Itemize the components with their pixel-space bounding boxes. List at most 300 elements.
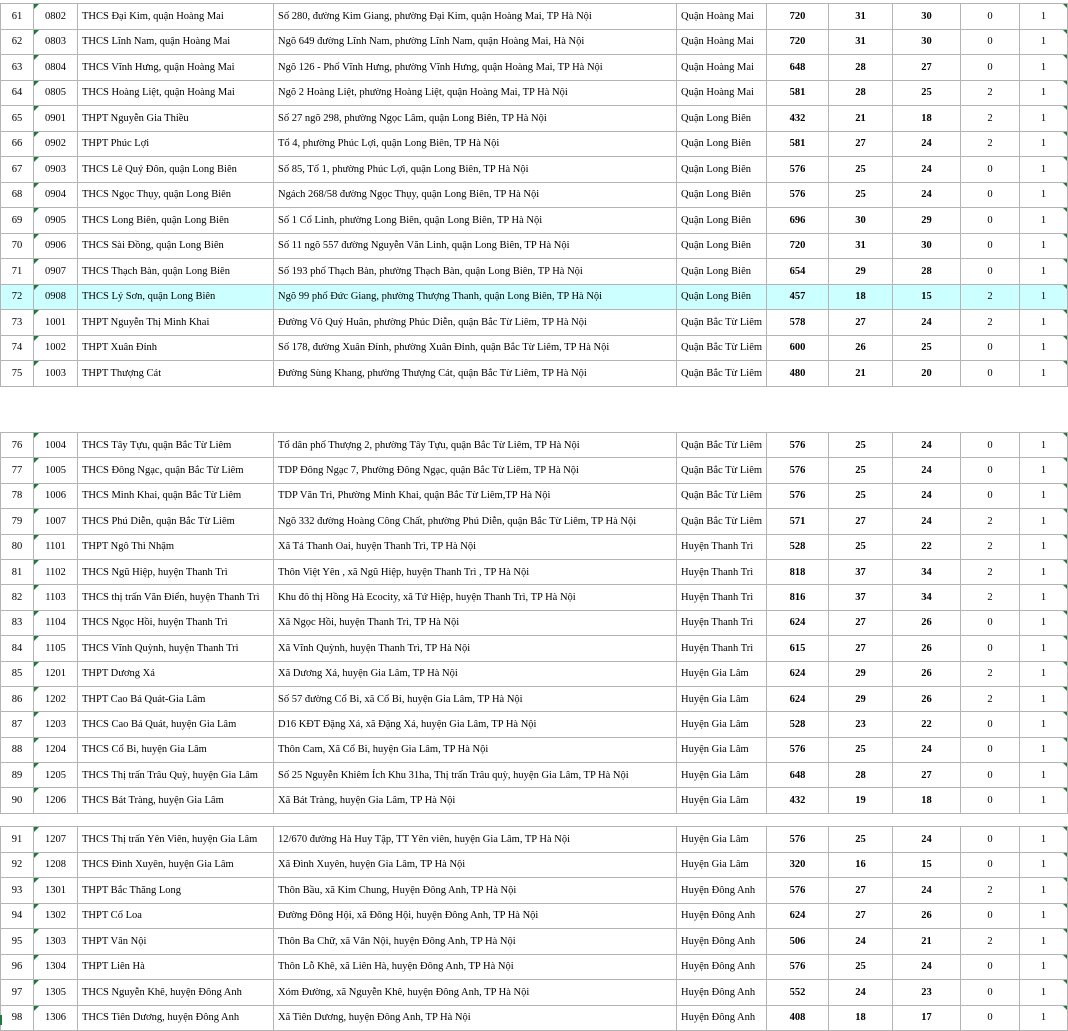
cell-address[interactable]: Xã Đình Xuyên, huyện Gia Lâm, TP Hà Nội — [274, 852, 677, 878]
cell-stt[interactable]: 63 — [1, 55, 34, 81]
cell-count-b[interactable]: 2 — [961, 559, 1020, 584]
cell-stt[interactable]: 67 — [1, 157, 34, 183]
cell-district[interactable]: Quận Bắc Từ Liêm — [677, 509, 767, 534]
cell-district[interactable]: Quận Long Biên — [677, 182, 767, 208]
cell-count-a[interactable]: 24 — [893, 131, 961, 157]
cell-count-a[interactable]: 29 — [893, 208, 961, 234]
cell-capacity[interactable]: 576 — [767, 954, 829, 980]
cell-school-name[interactable]: THCS Thạch Bàn, quận Long Biên — [78, 259, 274, 285]
cell-code[interactable]: 1001 — [34, 310, 78, 336]
cell-address[interactable]: Thôn Ba Chữ, xã Vân Nội, huyện Đông Anh, TP Hà Nội — [274, 929, 677, 955]
cell-stt[interactable]: 70 — [1, 233, 34, 259]
cell-code[interactable]: 0805 — [34, 80, 78, 106]
cell-count-c[interactable]: 1 — [1020, 131, 1068, 157]
cell-classes[interactable]: 29 — [829, 661, 893, 686]
cell-code[interactable]: 0904 — [34, 182, 78, 208]
cell-district[interactable]: Quận Hoàng Mai — [677, 55, 767, 81]
cell-count-a[interactable]: 20 — [893, 361, 961, 387]
cell-classes[interactable]: 31 — [829, 233, 893, 259]
cell-address[interactable]: Đường Võ Quý Huân, phường Phúc Diễn, quận Bắc Từ Liêm, TP Hà Nội — [274, 310, 677, 336]
cell-count-c[interactable]: 1 — [1020, 182, 1068, 208]
cell-capacity[interactable]: 615 — [767, 636, 829, 661]
cell-stt[interactable]: 77 — [1, 458, 34, 483]
cell-school-name[interactable]: THCS Sài Đồng, quận Long Biên — [78, 233, 274, 259]
cell-classes[interactable]: 25 — [829, 458, 893, 483]
cell-school-name[interactable]: THCS Phú Diễn, quận Bắc Từ Liêm — [78, 509, 274, 534]
cell-count-a[interactable]: 34 — [893, 559, 961, 584]
cell-district[interactable]: Huyện Gia Lâm — [677, 827, 767, 853]
cell-capacity[interactable]: 528 — [767, 712, 829, 737]
cell-count-b[interactable]: 0 — [961, 259, 1020, 285]
cell-classes[interactable]: 25 — [829, 433, 893, 458]
cell-count-c[interactable]: 1 — [1020, 483, 1068, 508]
cell-count-b[interactable]: 0 — [961, 208, 1020, 234]
cell-stt[interactable]: 98 — [1, 1005, 34, 1031]
cell-capacity[interactable]: 528 — [767, 534, 829, 559]
cell-capacity[interactable]: 696 — [767, 208, 829, 234]
cell-capacity[interactable]: 506 — [767, 929, 829, 955]
cell-address[interactable]: Khu đô thị Hồng Hà Ecocity, xã Tứ Hiệp, huyện Thanh Trì, TP Hà Nội — [274, 585, 677, 610]
cell-capacity[interactable]: 648 — [767, 763, 829, 788]
cell-count-a[interactable]: 15 — [893, 852, 961, 878]
cell-count-a[interactable]: 24 — [893, 827, 961, 853]
cell-capacity[interactable]: 432 — [767, 788, 829, 813]
cell-count-c[interactable]: 1 — [1020, 157, 1068, 183]
cell-school-name[interactable]: THCS Tiên Dương, huyện Đông Anh — [78, 1005, 274, 1031]
cell-address[interactable]: TDP Đông Ngạc 7, Phường Đông Ngạc, quận Bắc Từ Liêm, TP Hà Nội — [274, 458, 677, 483]
cell-address[interactable]: Số 1 Cổ Linh, phường Long Biên, quận Long Biên, TP Hà Nội — [274, 208, 677, 234]
cell-classes[interactable]: 31 — [829, 29, 893, 55]
cell-count-b[interactable]: 2 — [961, 106, 1020, 132]
cell-count-a[interactable]: 22 — [893, 712, 961, 737]
cell-capacity[interactable]: 576 — [767, 182, 829, 208]
cell-school-name[interactable]: THCS Lý Sơn, quận Long Biên — [78, 284, 274, 310]
cell-school-name[interactable]: THCS Ngũ Hiệp, huyện Thanh Trì — [78, 559, 274, 584]
cell-school-name[interactable]: THPT Ngô Thì Nhậm — [78, 534, 274, 559]
cell-district[interactable]: Quận Hoàng Mai — [677, 4, 767, 30]
cell-school-name[interactable]: THPT Cổ Loa — [78, 903, 274, 929]
cell-code[interactable]: 0803 — [34, 29, 78, 55]
cell-count-a[interactable]: 24 — [893, 483, 961, 508]
cell-stt[interactable]: 76 — [1, 433, 34, 458]
cell-capacity[interactable]: 408 — [767, 1005, 829, 1031]
cell-count-c[interactable]: 1 — [1020, 712, 1068, 737]
cell-district[interactable]: Huyện Gia Lâm — [677, 712, 767, 737]
cell-code[interactable]: 0903 — [34, 157, 78, 183]
cell-count-c[interactable]: 1 — [1020, 458, 1068, 483]
cell-count-b[interactable]: 0 — [961, 433, 1020, 458]
cell-school-name[interactable]: THCS Đông Ngạc, quận Bắc Từ Liêm — [78, 458, 274, 483]
cell-school-name[interactable]: THCS Thị trấn Trâu Quỳ, huyện Gia Lâm — [78, 763, 274, 788]
cell-district[interactable]: Huyện Gia Lâm — [677, 737, 767, 762]
cell-classes[interactable]: 24 — [829, 929, 893, 955]
cell-stt[interactable]: 91 — [1, 827, 34, 853]
cell-classes[interactable]: 18 — [829, 284, 893, 310]
cell-count-a[interactable]: 24 — [893, 433, 961, 458]
cell-count-c[interactable]: 1 — [1020, 827, 1068, 853]
cell-count-b[interactable]: 0 — [961, 233, 1020, 259]
cell-count-c[interactable]: 1 — [1020, 284, 1068, 310]
cell-district[interactable]: Quận Hoàng Mai — [677, 80, 767, 106]
cell-code[interactable]: 0908 — [34, 284, 78, 310]
cell-classes[interactable]: 24 — [829, 980, 893, 1006]
cell-stt[interactable]: 89 — [1, 763, 34, 788]
cell-code[interactable]: 0906 — [34, 233, 78, 259]
cell-school-name[interactable]: THCS Nguyễn Khê, huyện Đông Anh — [78, 980, 274, 1006]
cell-school-name[interactable]: THCS Cao Bá Quát, huyện Gia Lâm — [78, 712, 274, 737]
cell-district[interactable]: Huyện Đông Anh — [677, 903, 767, 929]
cell-classes[interactable]: 28 — [829, 763, 893, 788]
cell-stt[interactable]: 87 — [1, 712, 34, 737]
cell-count-a[interactable]: 24 — [893, 182, 961, 208]
cell-count-a[interactable]: 30 — [893, 233, 961, 259]
cell-stt[interactable]: 66 — [1, 131, 34, 157]
cell-address[interactable]: TDP Văn Trì, Phường Minh Khai, quận Bắc Từ Liêm,TP Hà Nội — [274, 483, 677, 508]
cell-address[interactable]: Số 27 ngõ 298, phường Ngọc Lâm, quận Long Biên, TP Hà Nội — [274, 106, 677, 132]
cell-count-b[interactable]: 0 — [961, 954, 1020, 980]
cell-count-c[interactable]: 1 — [1020, 559, 1068, 584]
cell-district[interactable]: Huyện Thanh Trì — [677, 610, 767, 635]
cell-stt[interactable]: 69 — [1, 208, 34, 234]
cell-capacity[interactable]: 576 — [767, 157, 829, 183]
cell-district[interactable]: Huyện Đông Anh — [677, 929, 767, 955]
cell-count-a[interactable]: 26 — [893, 661, 961, 686]
cell-school-name[interactable]: THCS Hoàng Liệt, quận Hoàng Mai — [78, 80, 274, 106]
cell-capacity[interactable]: 581 — [767, 131, 829, 157]
cell-code[interactable]: 1105 — [34, 636, 78, 661]
cell-stt[interactable]: 62 — [1, 29, 34, 55]
cell-count-b[interactable]: 2 — [961, 929, 1020, 955]
cell-count-b[interactable]: 2 — [961, 131, 1020, 157]
cell-count-a[interactable]: 15 — [893, 284, 961, 310]
cell-count-c[interactable]: 1 — [1020, 686, 1068, 711]
cell-classes[interactable]: 27 — [829, 131, 893, 157]
cell-stt[interactable]: 95 — [1, 929, 34, 955]
cell-classes[interactable]: 19 — [829, 788, 893, 813]
cell-count-a[interactable]: 26 — [893, 903, 961, 929]
cell-district[interactable]: Huyện Thanh Trì — [677, 585, 767, 610]
cell-code[interactable]: 1205 — [34, 763, 78, 788]
cell-address[interactable]: Thôn Lỗ Khê, xã Liên Hà, huyện Đông Anh, TP Hà Nội — [274, 954, 677, 980]
cell-classes[interactable]: 23 — [829, 712, 893, 737]
cell-classes[interactable]: 29 — [829, 686, 893, 711]
cell-count-c[interactable]: 1 — [1020, 233, 1068, 259]
cell-count-c[interactable]: 1 — [1020, 610, 1068, 635]
cell-capacity[interactable]: 480 — [767, 361, 829, 387]
cell-school-name[interactable]: THCS Minh Khai, quận Bắc Từ Liêm — [78, 483, 274, 508]
cell-count-b[interactable]: 2 — [961, 509, 1020, 534]
cell-district[interactable]: Huyện Gia Lâm — [677, 788, 767, 813]
cell-district[interactable]: Huyện Thanh Trì — [677, 534, 767, 559]
cell-code[interactable]: 1104 — [34, 610, 78, 635]
cell-count-b[interactable]: 0 — [961, 157, 1020, 183]
cell-classes[interactable]: 27 — [829, 310, 893, 336]
cell-classes[interactable]: 27 — [829, 878, 893, 904]
cell-school-name[interactable]: THCS Long Biên, quận Long Biên — [78, 208, 274, 234]
cell-classes[interactable]: 25 — [829, 954, 893, 980]
cell-school-name[interactable]: THCS Ngọc Thụy, quận Long Biên — [78, 182, 274, 208]
cell-address[interactable]: Đường Đông Hội, xã Đông Hội, huyện Đông Anh, TP Hà Nội — [274, 903, 677, 929]
cell-school-name[interactable]: THCS Lê Quý Đôn, quận Long Biên — [78, 157, 274, 183]
cell-count-b[interactable]: 2 — [961, 310, 1020, 336]
cell-district[interactable]: Huyện Gia Lâm — [677, 686, 767, 711]
cell-address[interactable]: Ngõ 649 đường Lĩnh Nam, phường Lĩnh Nam, quận Hoàng Mai, Hà Nội — [274, 29, 677, 55]
cell-count-b[interactable]: 0 — [961, 1005, 1020, 1031]
cell-district[interactable]: Quận Bắc Từ Liêm — [677, 335, 767, 361]
cell-count-a[interactable]: 26 — [893, 610, 961, 635]
cell-school-name[interactable]: THCS thị trấn Văn Điển, huyện Thanh Trì — [78, 585, 274, 610]
cell-count-c[interactable]: 1 — [1020, 878, 1068, 904]
cell-classes[interactable]: 37 — [829, 585, 893, 610]
cell-school-name[interactable]: THCS Lĩnh Nam, quận Hoàng Mai — [78, 29, 274, 55]
cell-classes[interactable]: 16 — [829, 852, 893, 878]
cell-count-a[interactable]: 27 — [893, 763, 961, 788]
cell-count-a[interactable]: 25 — [893, 80, 961, 106]
cell-address[interactable]: Đường Sùng Khang, phường Thượng Cát, quận Bắc Từ Liêm, TP Hà Nội — [274, 361, 677, 387]
cell-classes[interactable]: 27 — [829, 903, 893, 929]
cell-stt[interactable]: 61 — [1, 4, 34, 30]
cell-classes[interactable]: 25 — [829, 157, 893, 183]
cell-capacity[interactable]: 576 — [767, 483, 829, 508]
cell-address[interactable]: Xã Tả Thanh Oai, huyện Thanh Trì, TP Hà Nội — [274, 534, 677, 559]
cell-count-c[interactable]: 1 — [1020, 80, 1068, 106]
cell-count-c[interactable]: 1 — [1020, 259, 1068, 285]
cell-classes[interactable]: 21 — [829, 106, 893, 132]
cell-address[interactable]: Ngách 268/58 đường Ngọc Thụy, quận Long Biên, TP Hà Nội — [274, 182, 677, 208]
cell-district[interactable]: Quận Bắc Từ Liêm — [677, 483, 767, 508]
cell-capacity[interactable]: 576 — [767, 737, 829, 762]
cell-count-c[interactable]: 1 — [1020, 310, 1068, 336]
cell-school-name[interactable]: THCS Tây Tựu, quận Bắc Từ Liêm — [78, 433, 274, 458]
cell-capacity[interactable]: 654 — [767, 259, 829, 285]
cell-count-a[interactable]: 22 — [893, 534, 961, 559]
cell-count-b[interactable]: 0 — [961, 29, 1020, 55]
cell-stt[interactable]: 93 — [1, 878, 34, 904]
cell-classes[interactable]: 29 — [829, 259, 893, 285]
cell-classes[interactable]: 37 — [829, 559, 893, 584]
cell-classes[interactable]: 25 — [829, 182, 893, 208]
cell-classes[interactable]: 25 — [829, 534, 893, 559]
cell-count-b[interactable]: 0 — [961, 636, 1020, 661]
cell-count-a[interactable]: 25 — [893, 335, 961, 361]
cell-capacity[interactable]: 818 — [767, 559, 829, 584]
cell-stt[interactable]: 96 — [1, 954, 34, 980]
cell-count-c[interactable]: 1 — [1020, 929, 1068, 955]
cell-count-a[interactable]: 28 — [893, 259, 961, 285]
cell-school-name[interactable]: THPT Liên Hà — [78, 954, 274, 980]
cell-address[interactable]: Số 11 ngõ 557 đường Nguyễn Văn Linh, quận Long Biên, TP Hà Nội — [274, 233, 677, 259]
cell-stt[interactable]: 78 — [1, 483, 34, 508]
cell-stt[interactable]: 85 — [1, 661, 34, 686]
cell-count-b[interactable]: 0 — [961, 55, 1020, 81]
cell-school-name[interactable]: THPT Xuân Đỉnh — [78, 335, 274, 361]
cell-count-b[interactable]: 0 — [961, 335, 1020, 361]
cell-capacity[interactable]: 578 — [767, 310, 829, 336]
cell-classes[interactable]: 25 — [829, 827, 893, 853]
cell-district[interactable]: Quận Long Biên — [677, 259, 767, 285]
cell-address[interactable]: 12/670 đường Hà Huy Tập, TT Yên viên, huyện Gia Lâm, TP Hà Nội — [274, 827, 677, 853]
cell-code[interactable]: 1201 — [34, 661, 78, 686]
cell-count-c[interactable]: 1 — [1020, 636, 1068, 661]
cell-capacity[interactable]: 720 — [767, 4, 829, 30]
cell-school-name[interactable]: THPT Vân Nội — [78, 929, 274, 955]
cell-district[interactable]: Quận Bắc Từ Liêm — [677, 458, 767, 483]
cell-stt[interactable]: 83 — [1, 610, 34, 635]
cell-stt[interactable]: 94 — [1, 903, 34, 929]
cell-count-c[interactable]: 1 — [1020, 1005, 1068, 1031]
cell-address[interactable]: Xã Ngọc Hồi, huyện Thanh Trì, TP Hà Nội — [274, 610, 677, 635]
cell-code[interactable]: 1204 — [34, 737, 78, 762]
cell-capacity[interactable]: 320 — [767, 852, 829, 878]
cell-stt[interactable]: 88 — [1, 737, 34, 762]
cell-school-name[interactable]: THCS Vĩnh Quỳnh, huyện Thanh Trì — [78, 636, 274, 661]
cell-code[interactable]: 1006 — [34, 483, 78, 508]
cell-district[interactable]: Huyện Thanh Trì — [677, 559, 767, 584]
cell-capacity[interactable]: 624 — [767, 661, 829, 686]
cell-count-b[interactable]: 0 — [961, 827, 1020, 853]
cell-count-b[interactable]: 2 — [961, 686, 1020, 711]
cell-count-b[interactable]: 0 — [961, 610, 1020, 635]
cell-address[interactable]: Số 57 đường Cổ Bi, xã Cổ Bi, huyện Gia Lâm, TP Hà Nội — [274, 686, 677, 711]
cell-count-c[interactable]: 1 — [1020, 737, 1068, 762]
cell-address[interactable]: Tổ dân phố Thượng 2, phường Tây Tựu, quận Bắc Từ Liêm, TP Hà Nội — [274, 433, 677, 458]
cell-code[interactable]: 1203 — [34, 712, 78, 737]
cell-district[interactable]: Huyện Thanh Trì — [677, 636, 767, 661]
cell-code[interactable]: 1102 — [34, 559, 78, 584]
cell-classes[interactable]: 27 — [829, 610, 893, 635]
cell-stt[interactable]: 80 — [1, 534, 34, 559]
cell-count-c[interactable]: 1 — [1020, 208, 1068, 234]
cell-count-c[interactable]: 1 — [1020, 55, 1068, 81]
cell-stt[interactable]: 92 — [1, 852, 34, 878]
cell-capacity[interactable]: 624 — [767, 610, 829, 635]
cell-count-c[interactable]: 1 — [1020, 980, 1068, 1006]
cell-school-name[interactable]: THCS Cổ Bi, huyện Gia Lâm — [78, 737, 274, 762]
cell-count-c[interactable]: 1 — [1020, 788, 1068, 813]
cell-capacity[interactable]: 432 — [767, 106, 829, 132]
cell-code[interactable]: 1302 — [34, 903, 78, 929]
cell-count-c[interactable]: 1 — [1020, 763, 1068, 788]
cell-code[interactable]: 1005 — [34, 458, 78, 483]
cell-address[interactable]: Ngõ 126 - Phố Vĩnh Hưng, phường Vĩnh Hưng, quận Hoàng Mai, TP Hà Nội — [274, 55, 677, 81]
cell-count-b[interactable]: 2 — [961, 80, 1020, 106]
cell-classes[interactable]: 28 — [829, 55, 893, 81]
cell-capacity[interactable]: 576 — [767, 458, 829, 483]
cell-count-b[interactable]: 0 — [961, 182, 1020, 208]
cell-capacity[interactable]: 720 — [767, 233, 829, 259]
cell-code[interactable]: 1207 — [34, 827, 78, 853]
cell-count-c[interactable]: 1 — [1020, 4, 1068, 30]
cell-address[interactable]: Số 85, Tổ 1, phường Phúc Lợi, quận Long Biên, TP Hà Nội — [274, 157, 677, 183]
cell-classes[interactable]: 25 — [829, 737, 893, 762]
cell-count-c[interactable]: 1 — [1020, 361, 1068, 387]
cell-stt[interactable]: 75 — [1, 361, 34, 387]
cell-count-b[interactable]: 0 — [961, 4, 1020, 30]
cell-capacity[interactable]: 648 — [767, 55, 829, 81]
cell-count-b[interactable]: 2 — [961, 284, 1020, 310]
cell-count-c[interactable]: 1 — [1020, 661, 1068, 686]
cell-address[interactable]: Ngõ 99 phố Đức Giang, phường Thượng Thanh, quận Long Biên, TP Hà Nội — [274, 284, 677, 310]
cell-count-c[interactable]: 1 — [1020, 29, 1068, 55]
cell-count-b[interactable]: 2 — [961, 661, 1020, 686]
cell-stt[interactable]: 90 — [1, 788, 34, 813]
cell-count-c[interactable]: 1 — [1020, 509, 1068, 534]
cell-code[interactable]: 1003 — [34, 361, 78, 387]
cell-district[interactable]: Quận Long Biên — [677, 106, 767, 132]
cell-district[interactable]: Quận Long Biên — [677, 284, 767, 310]
cell-count-b[interactable]: 2 — [961, 585, 1020, 610]
cell-count-a[interactable]: 26 — [893, 636, 961, 661]
cell-count-a[interactable]: 18 — [893, 788, 961, 813]
cell-address[interactable]: Số 280, đường Kim Giang, phường Đại Kim, quận Hoàng Mai, TP Hà Nội — [274, 4, 677, 30]
cell-classes[interactable]: 30 — [829, 208, 893, 234]
cell-capacity[interactable]: 581 — [767, 80, 829, 106]
cell-stt[interactable]: 74 — [1, 335, 34, 361]
cell-address[interactable]: Thôn Việt Yên , xã Ngũ Hiệp, huyện Thanh Trì , TP Hà Nội — [274, 559, 677, 584]
cell-school-name[interactable]: THPT Dương Xá — [78, 661, 274, 686]
cell-classes[interactable]: 25 — [829, 483, 893, 508]
cell-stt[interactable]: 81 — [1, 559, 34, 584]
cell-count-b[interactable]: 0 — [961, 458, 1020, 483]
cell-count-a[interactable]: 17 — [893, 1005, 961, 1031]
cell-district[interactable]: Quận Hoàng Mai — [677, 29, 767, 55]
cell-address[interactable]: Số 25 Nguyễn Khiêm Ích Khu 31ha, Thị trấn Trâu quỳ, huyện Gia Lâm, TP Hà Nội — [274, 763, 677, 788]
cell-classes[interactable]: 31 — [829, 4, 893, 30]
cell-count-c[interactable]: 1 — [1020, 585, 1068, 610]
cell-school-name[interactable]: THCS Bát Tràng, huyện Gia Lâm — [78, 788, 274, 813]
cell-code[interactable]: 1206 — [34, 788, 78, 813]
cell-count-a[interactable]: 18 — [893, 106, 961, 132]
cell-count-a[interactable]: 26 — [893, 686, 961, 711]
cell-count-b[interactable]: 0 — [961, 737, 1020, 762]
cell-stt[interactable]: 64 — [1, 80, 34, 106]
cell-count-a[interactable]: 21 — [893, 929, 961, 955]
cell-code[interactable]: 1103 — [34, 585, 78, 610]
cell-code[interactable]: 0804 — [34, 55, 78, 81]
cell-count-b[interactable]: 2 — [961, 878, 1020, 904]
cell-school-name[interactable]: THPT Phúc Lợi — [78, 131, 274, 157]
cell-count-b[interactable]: 2 — [961, 534, 1020, 559]
cell-district[interactable]: Quận Bắc Từ Liêm — [677, 433, 767, 458]
cell-school-name[interactable]: THPT Nguyễn Thị Minh Khai — [78, 310, 274, 336]
cell-code[interactable]: 1202 — [34, 686, 78, 711]
cell-count-c[interactable]: 1 — [1020, 534, 1068, 559]
cell-capacity[interactable]: 552 — [767, 980, 829, 1006]
cell-district[interactable]: Huyện Đông Anh — [677, 878, 767, 904]
cell-address[interactable]: Số 178, đường Xuân Đỉnh, phường Xuân Đỉnh, quận Bắc Từ Liêm, TP Hà Nội — [274, 335, 677, 361]
cell-count-c[interactable]: 1 — [1020, 106, 1068, 132]
cell-code[interactable]: 1208 — [34, 852, 78, 878]
cell-count-a[interactable]: 24 — [893, 310, 961, 336]
cell-code[interactable]: 1007 — [34, 509, 78, 534]
cell-address[interactable]: Xã Bát Tràng, huyện Gia Lâm, TP Hà Nội — [274, 788, 677, 813]
cell-school-name[interactable]: THPT Cao Bá Quát-Gia Lâm — [78, 686, 274, 711]
cell-count-a[interactable]: 27 — [893, 55, 961, 81]
cell-count-a[interactable]: 24 — [893, 458, 961, 483]
cell-address[interactable]: Tổ 4, phường Phúc Lợi, quận Long Biên, TP Hà Nội — [274, 131, 677, 157]
cell-stt[interactable]: 72 — [1, 284, 34, 310]
cell-address[interactable]: Xã Dương Xá, huyện Gia Lâm, TP Hà Nội — [274, 661, 677, 686]
cell-school-name[interactable]: THCS Ngọc Hồi, huyện Thanh Trì — [78, 610, 274, 635]
cell-capacity[interactable]: 457 — [767, 284, 829, 310]
cell-stt[interactable]: 65 — [1, 106, 34, 132]
cell-classes[interactable]: 21 — [829, 361, 893, 387]
cell-count-b[interactable]: 0 — [961, 763, 1020, 788]
cell-capacity[interactable]: 576 — [767, 433, 829, 458]
cell-school-name[interactable]: THPT Thượng Cát — [78, 361, 274, 387]
cell-district[interactable]: Quận Long Biên — [677, 208, 767, 234]
cell-count-b[interactable]: 0 — [961, 788, 1020, 813]
